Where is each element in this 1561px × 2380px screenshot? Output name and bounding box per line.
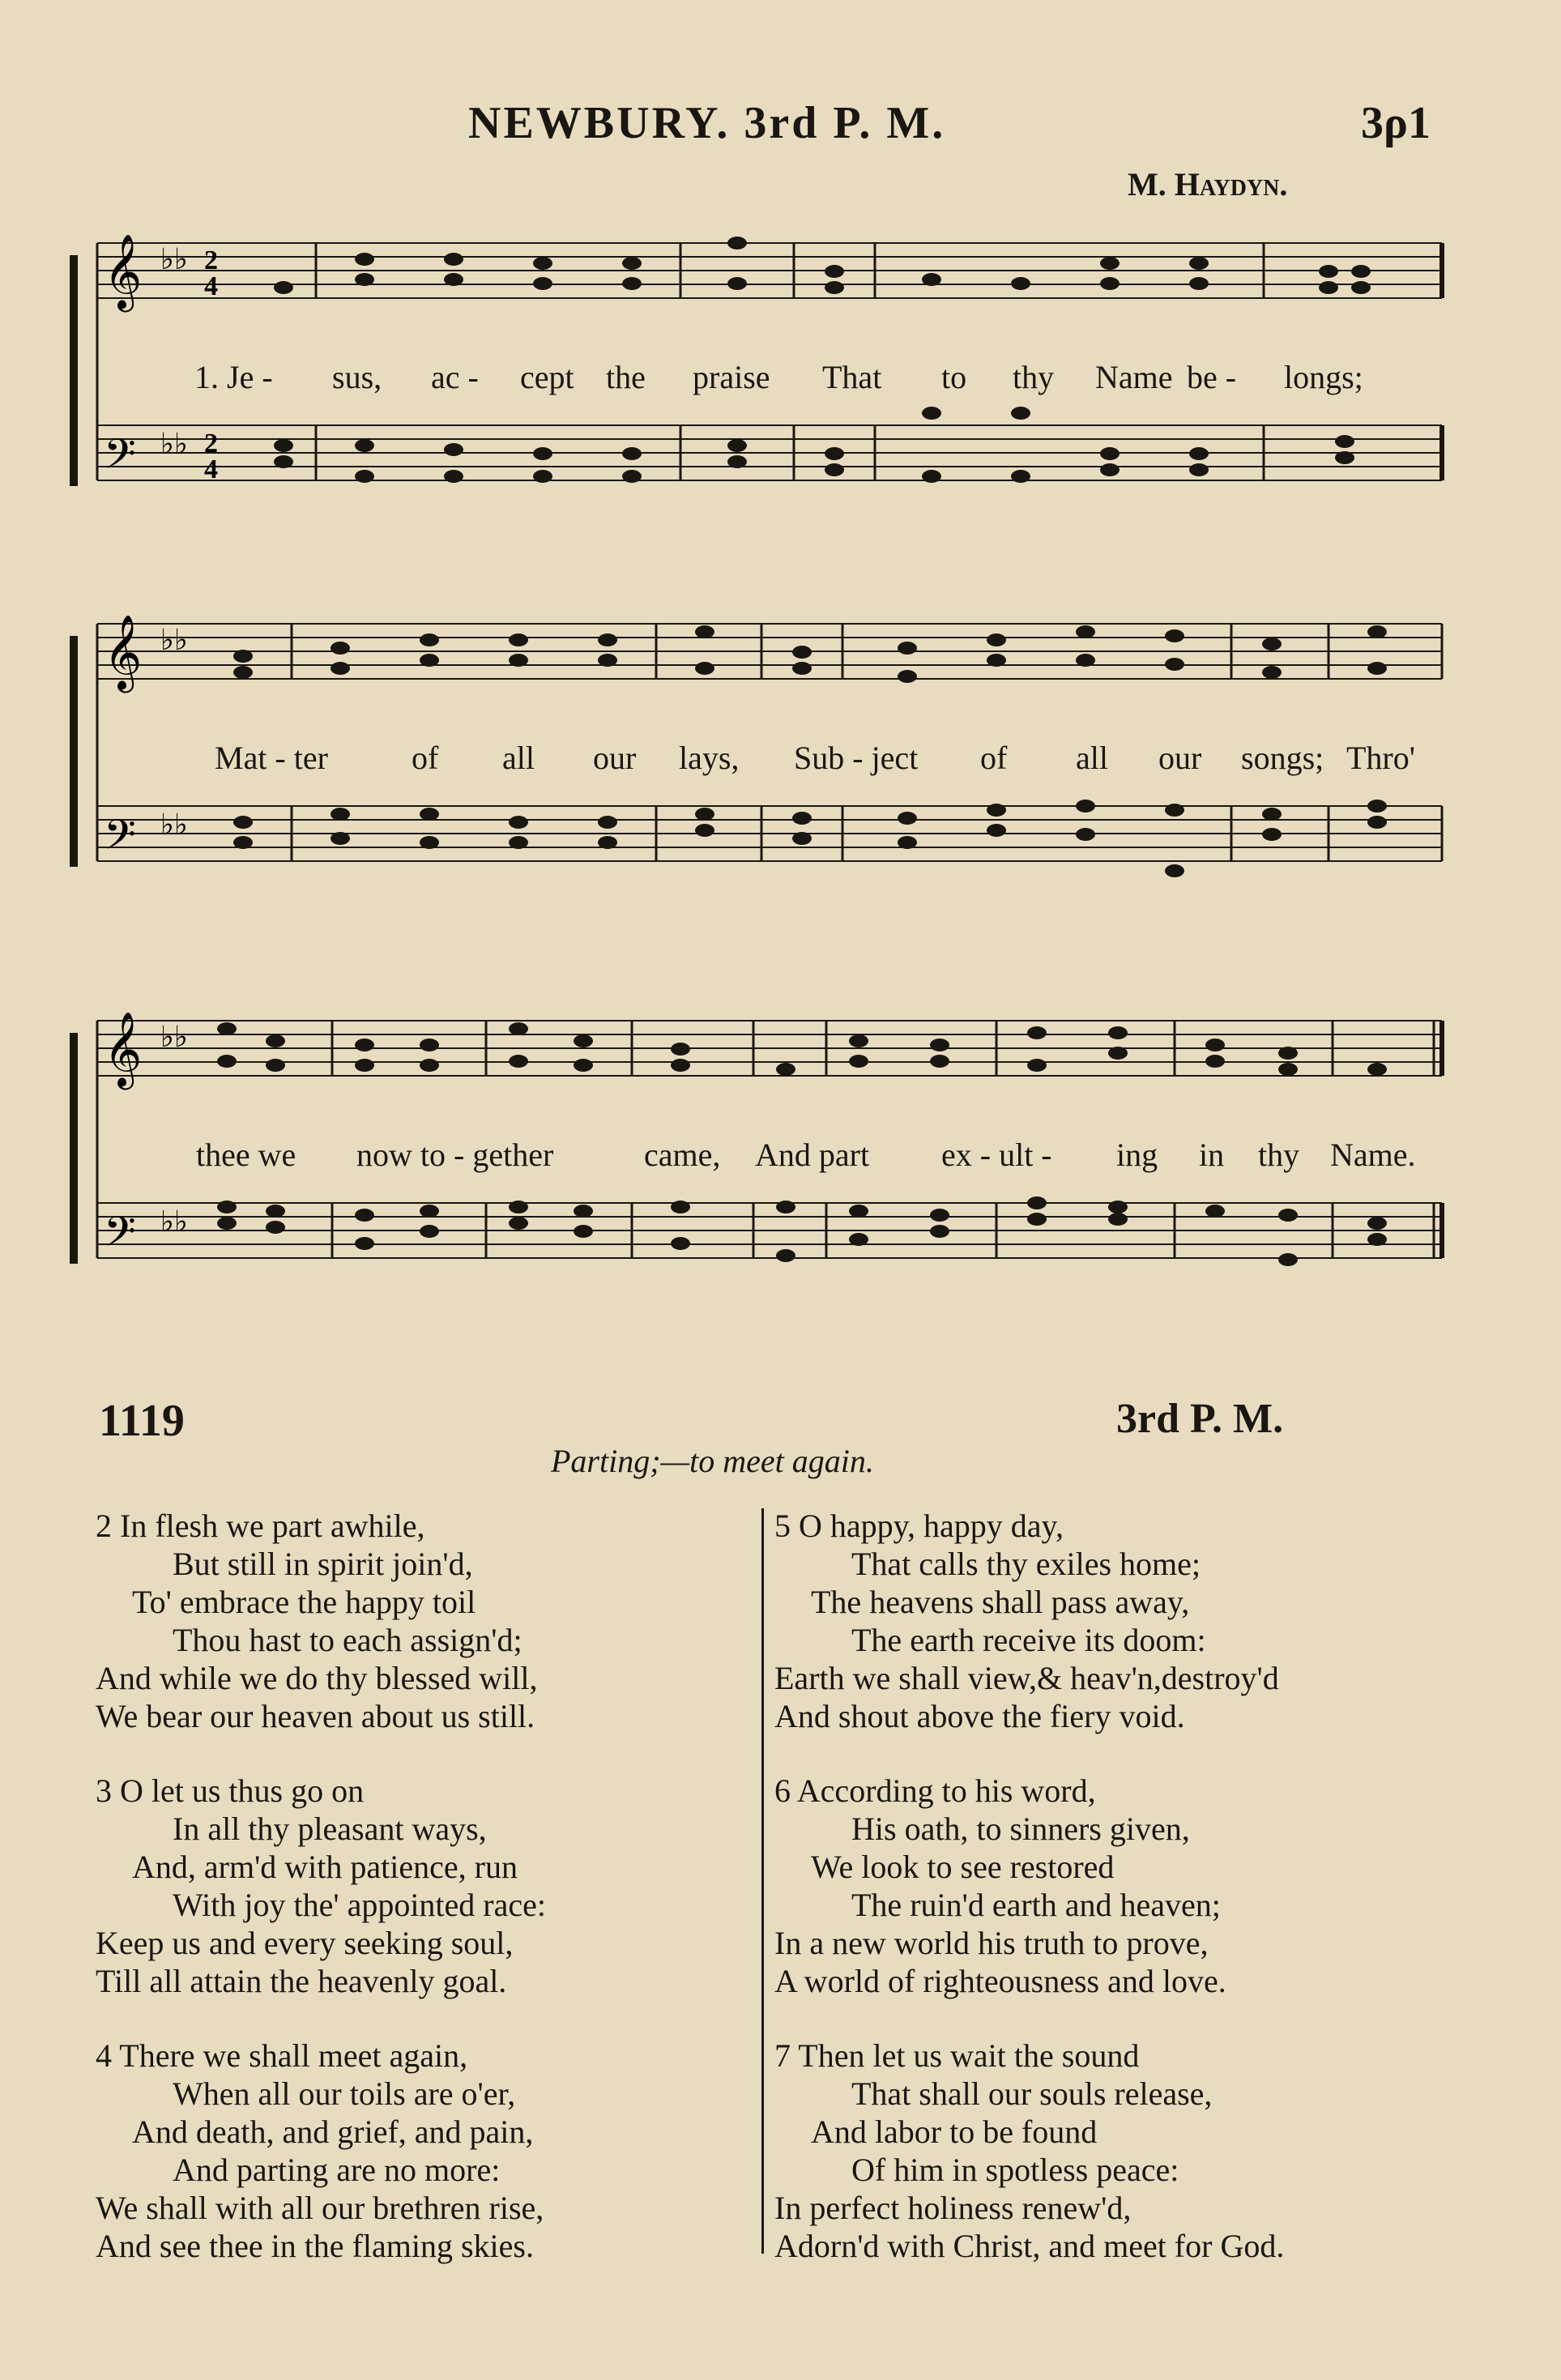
- music-system-3: [65, 996, 1450, 1288]
- verse-line: That calls thy exiles home;: [851, 1546, 1201, 1582]
- stanza: [96, 2037, 776, 2265]
- verse-line: And see thee in the flaming skies.: [96, 2228, 534, 2264]
- music-system-2: [65, 599, 1450, 891]
- lyric-syllable: ac -: [431, 359, 479, 395]
- stanza-column-left: [96, 1507, 776, 2301]
- verse-line: Till all attain the heavenly goal.: [96, 1963, 507, 1999]
- verse-line: 6 According to his word,: [774, 1772, 1096, 1809]
- stanza: [774, 1772, 1455, 2000]
- column-divider: [761, 1508, 764, 2254]
- verse-line: 5 O happy, happy day,: [774, 1508, 1064, 1544]
- verse-line: But still in spirit join'd,: [173, 1546, 473, 1582]
- svg-text:♭♭: ♭♭: [160, 1021, 188, 1053]
- verse-line: A world of righteousness and love.: [774, 1963, 1226, 1999]
- svg-text:♭♭: ♭♭: [160, 428, 188, 460]
- svg-text:𝄢: 𝄢: [104, 1207, 136, 1266]
- verse-line: His oath, to sinners given,: [851, 1811, 1190, 1847]
- verse-line: And parting are no more:: [173, 2152, 501, 2188]
- lyric-syllable: ing: [1116, 1137, 1158, 1173]
- verse-line: The ruin'd earth and heaven;: [851, 1887, 1221, 1923]
- stanza: [774, 2037, 1455, 2265]
- lyric-syllable: came,: [644, 1137, 721, 1173]
- lyric-line: [65, 739, 1450, 787]
- stanza: [96, 1507, 776, 1735]
- lyric-syllable: to: [941, 359, 967, 395]
- music-system-1: [65, 219, 1450, 510]
- lyric-syllable: Mat - ter: [215, 740, 328, 776]
- lyric-syllable: our: [1158, 740, 1202, 776]
- verse-line: We look to see restored: [811, 1849, 1115, 1885]
- tune-title: NEWBURY. 3rd P. M.: [468, 98, 946, 148]
- svg-text:𝄢: 𝄢: [104, 810, 136, 869]
- verse-line: We shall with all our brethren rise,: [96, 2190, 544, 2226]
- lyric-syllable: ex - ult -: [941, 1137, 1052, 1173]
- lyric-syllable: the: [606, 359, 646, 395]
- verse-line: In perfect holiness renew'd,: [774, 2190, 1132, 2226]
- svg-text:♭♭: ♭♭: [160, 808, 188, 841]
- verse-line: Adorn'd with Christ, and meet for God.: [774, 2228, 1285, 2264]
- lyric-syllable: be -: [1187, 359, 1237, 395]
- svg-text:𝄞: 𝄞: [104, 614, 143, 689]
- lyric-line: [65, 1136, 1450, 1184]
- verse-line: And labor to be found: [811, 2113, 1098, 2150]
- verse-line: Of him in spotless peace:: [851, 2152, 1179, 2188]
- stanza: [96, 1772, 776, 2000]
- lyric-syllable: in: [1199, 1137, 1225, 1173]
- verse-line: And death, and grief, and pain,: [132, 2113, 534, 2150]
- verse-line: 2 In flesh we part awhile,: [96, 1508, 425, 1544]
- hymn-subtitle: Parting;—to meet again.: [551, 1443, 874, 1479]
- verse-line: The heavens shall pass away,: [811, 1584, 1190, 1620]
- svg-text:𝄞: 𝄞: [104, 233, 143, 309]
- verse-line: 3 O let us thus go on: [96, 1772, 365, 1809]
- svg-text:2: 2: [204, 429, 218, 459]
- page-number: 3ρ1: [1361, 98, 1431, 148]
- svg-text:4: 4: [204, 454, 218, 484]
- lyric-syllable: now to - gether: [356, 1137, 554, 1173]
- svg-text:♭♭: ♭♭: [160, 1205, 188, 1238]
- verse-line: Thou hast to each assign'd;: [173, 1622, 522, 1658]
- verse-line: Earth we shall view,& heav'n,destroy'd: [774, 1660, 1279, 1696]
- lyric-syllable: thy: [1013, 359, 1055, 395]
- lyric-syllable: our: [593, 740, 637, 776]
- svg-text:𝄢: 𝄢: [104, 429, 136, 488]
- lyric-syllable: Name: [1095, 359, 1173, 395]
- lyric-syllable: songs;: [1241, 740, 1324, 776]
- lyric-syllable: lays,: [679, 740, 740, 776]
- svg-text:4: 4: [204, 271, 218, 301]
- verse-line: In all thy pleasant ways,: [173, 1811, 487, 1847]
- lyric-syllable: thee we: [196, 1137, 296, 1173]
- lyric-syllable: cept: [520, 359, 574, 395]
- lyric-syllable: all: [502, 740, 535, 776]
- verse-line: That shall our souls release,: [851, 2075, 1213, 2112]
- verse-line: With joy the' appointed race:: [173, 1887, 546, 1923]
- verse-line: In a new world his truth to prove,: [774, 1925, 1209, 1961]
- lyric-syllable: thy: [1258, 1137, 1300, 1173]
- verse-line: 7 Then let us wait the sound: [774, 2037, 1140, 2074]
- lyric-syllable: Thro': [1346, 740, 1415, 776]
- hymn-meter: 3rd P. M.: [1116, 1396, 1284, 1442]
- lyric-syllable: Sub - ject: [794, 740, 919, 776]
- verse-line: The earth receive its doom:: [851, 1622, 1206, 1658]
- composer-name: M. Haydyn.: [1128, 166, 1288, 203]
- lyric-syllable: of: [412, 740, 439, 776]
- lyric-line: [65, 358, 1450, 407]
- verse-line: Keep us and every seeking soul,: [96, 1925, 514, 1961]
- verse-line: We bear our heaven about us still.: [96, 1698, 535, 1734]
- svg-text:2: 2: [204, 245, 218, 275]
- svg-text:𝄞: 𝄞: [104, 1011, 143, 1086]
- lyric-syllable: Name.: [1330, 1137, 1416, 1173]
- verse-line: When all our toils are o'er,: [173, 2075, 516, 2112]
- hymn-number: 1119: [99, 1396, 185, 1446]
- verse-line: And shout above the fiery void.: [774, 1698, 1185, 1734]
- verse-line: And while we do thy blessed will,: [96, 1660, 538, 1696]
- svg-text:♭♭: ♭♭: [160, 243, 188, 275]
- verse-line: 4 There we shall meet again,: [96, 2037, 468, 2074]
- stanza: [774, 1507, 1455, 1735]
- stanza-column-right: [774, 1507, 1455, 2301]
- lyric-syllable: all: [1076, 740, 1108, 776]
- lyric-syllable: 1. Je -: [194, 359, 273, 395]
- lyric-syllable: That: [822, 359, 882, 395]
- lyric-syllable: praise: [693, 359, 770, 395]
- verse-line: To' embrace the happy toil: [132, 1584, 476, 1620]
- lyric-syllable: And part: [755, 1137, 870, 1173]
- lyric-syllable: of: [980, 740, 1008, 776]
- verse-line: And, arm'd with patience, run: [132, 1849, 518, 1885]
- lyric-syllable: sus,: [332, 359, 382, 395]
- svg-text:♭♭: ♭♭: [160, 624, 188, 656]
- lyric-syllable: longs;: [1284, 359, 1363, 395]
